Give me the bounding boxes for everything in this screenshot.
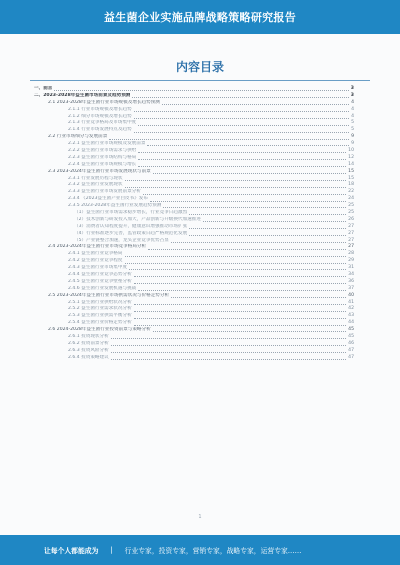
- toc-entry[interactable]: [34, 203, 354, 210]
- toc-dot-leader: [203, 221, 346, 222]
- toc-entry-text: 2.4.5 益生菌行业竞争壁垒分析: [68, 278, 132, 284]
- toc-entry-text: 2.6.1 投资现状分析: [68, 334, 109, 340]
- toc-dot-leader: [138, 159, 346, 160]
- toc-entry-text: 2.4.2 益生菌行业竞争程度: [68, 258, 123, 264]
- toc-entry[interactable]: [34, 189, 354, 196]
- toc-entry-page: 9: [351, 134, 354, 140]
- toc-dot-leader: [163, 207, 346, 208]
- toc-entry-page: 25: [348, 210, 354, 216]
- toc-entry-text: （1）益生菌行业市场需求稳步增长，行业竞争日趋激烈: [74, 210, 188, 216]
- toc-entry-page: 25: [348, 203, 354, 209]
- toc-entry-page: 26: [348, 216, 354, 222]
- toc-entry-page: 3: [350, 85, 354, 91]
- toc-dot-leader: [134, 311, 346, 312]
- toc-entry-text: 2.3.3 益生菌行业市场发展前景分析: [68, 189, 141, 195]
- toc-entry[interactable]: [34, 217, 354, 224]
- toc-entry-page: 41: [348, 299, 354, 305]
- toc-entry-page: 29: [348, 258, 354, 264]
- toc-dot-leader: [150, 201, 346, 202]
- toc-entry[interactable]: [34, 348, 354, 355]
- toc-entry-page: 27: [348, 237, 354, 243]
- toc-entry-page: 43: [348, 313, 354, 319]
- toc-entry-text: 2.1.4 行业市场发展特点及趋势: [68, 127, 132, 133]
- toc-entry[interactable]: [34, 341, 354, 348]
- toc-entry[interactable]: [34, 231, 354, 238]
- toc-entry-text: 2.6.4 投资策略建议: [68, 354, 109, 360]
- toc-entry[interactable]: [34, 127, 354, 134]
- toc-entry-page: 18: [348, 182, 354, 188]
- toc-entry-page: 45: [348, 334, 354, 340]
- toc-entry-page: 12: [348, 154, 354, 160]
- toc-entry-text: 2.1.3 行业竞争格局及市场集中度: [68, 120, 137, 126]
- toc-entry-text: 2.1 2023-2028年益生菌行业市场规模及增长趋势预测: [48, 99, 160, 105]
- toc-entry-page: 27: [348, 230, 354, 236]
- toc-entry-text: 2.1.2 细分市场规模及增长趋势: [68, 113, 132, 119]
- toc-dot-leader: [189, 228, 346, 229]
- toc-entry-page: 4: [351, 113, 354, 119]
- toc-entry-text: 2.4.1 益生菌行业竞争格局: [68, 251, 123, 257]
- toc-dot-leader: [138, 152, 346, 153]
- toc-entry[interactable]: [34, 134, 354, 141]
- toc-entry-text: （3）消费者认知程度提升，健康意识增强推动市场扩张: [74, 223, 188, 229]
- toc-dot-leader: [111, 352, 346, 353]
- toc-entry[interactable]: [34, 182, 354, 189]
- toc-dot-leader: [125, 263, 347, 264]
- toc-entry[interactable]: [34, 307, 354, 314]
- toc-entry[interactable]: [34, 286, 354, 293]
- toc-entry-text: 2.3.4 《2023益生菌产业白皮书》发布: [68, 196, 148, 202]
- toc-dot-leader: [129, 269, 346, 270]
- toc-entry-text: 2.4 2023-2024年益生菌行业市场竞争格局分析: [48, 244, 147, 250]
- toc-entry[interactable]: [34, 100, 354, 107]
- toc-dot-leader: [171, 297, 346, 298]
- toc-entry[interactable]: [34, 300, 354, 307]
- toc-dot-leader: [189, 214, 346, 215]
- toc-dot-leader: [143, 194, 346, 195]
- toc-entry-page: 40: [348, 292, 354, 298]
- heading-divider: [30, 80, 370, 81]
- toc-entry[interactable]: [34, 293, 354, 300]
- footer-slogan: 让每个人都能成为: [44, 547, 99, 555]
- toc-entry[interactable]: [34, 93, 354, 100]
- toc-entry[interactable]: [34, 265, 354, 272]
- toc-dot-leader: [189, 235, 346, 236]
- toc-entry-page: 22: [348, 189, 354, 195]
- toc-heading: 内容目录: [175, 60, 224, 74]
- toc-entry[interactable]: [34, 176, 354, 183]
- toc-entry[interactable]: [34, 244, 354, 251]
- report-header-bar: [0, 0, 400, 34]
- toc-dot-leader: [134, 304, 346, 305]
- toc-entry-page: 4: [351, 106, 354, 112]
- toc-entry[interactable]: [34, 224, 354, 231]
- toc-entry-page: 27: [348, 244, 354, 250]
- toc-dot-leader: [134, 132, 349, 133]
- toc-entry-text: 2.4.4 益生菌行业竞争态势分析: [68, 272, 132, 278]
- toc-entry[interactable]: [34, 148, 354, 155]
- toc-entry-page: 44: [348, 320, 354, 326]
- toc-entry[interactable]: [34, 279, 354, 286]
- toc-entry-text: 2.1.1 行业市场规模及增长趋势: [68, 106, 132, 112]
- toc-dot-leader: [134, 283, 346, 284]
- toc-dot-leader: [54, 90, 348, 91]
- toc-dot-leader: [171, 242, 346, 243]
- toc-entry-text: 2.4.6 益生菌行业发展机遇与挑战: [68, 285, 137, 291]
- toc-entry-page: 27: [348, 223, 354, 229]
- toc-dot-leader: [147, 145, 349, 146]
- toc-entry-page: 9: [351, 141, 354, 147]
- toc-dot-leader: [111, 359, 346, 360]
- toc-entry-text: （4）行业标准逐步完善，监管政策日趋严格规范化发展: [74, 230, 188, 236]
- toc-entry[interactable]: [34, 120, 354, 127]
- toc-dot-leader: [134, 276, 346, 277]
- toc-entry-text: 2.2.3 益生菌行业市场结构与格局: [68, 154, 137, 160]
- toc-entry-text: 2.4.3 益生菌行业市场集中度: [68, 265, 128, 271]
- toc-entry[interactable]: [34, 355, 354, 362]
- toc-entry[interactable]: [34, 313, 354, 320]
- footer-bar: [0, 535, 400, 565]
- toc-entry-page: 4: [351, 99, 354, 105]
- toc-entry-text: 2.3.2 益生菌行业发展现状: [68, 182, 123, 188]
- toc-entry-text: 一、前言: [34, 85, 53, 91]
- toc-entry-page: 37: [348, 285, 354, 291]
- toc-dot-leader: [162, 104, 349, 105]
- toc-dot-leader: [134, 325, 346, 326]
- toc-entry-page: 47: [348, 347, 354, 353]
- toc-dot-leader: [125, 187, 347, 188]
- toc-entry[interactable]: [34, 107, 354, 114]
- toc-entry-page: 28: [348, 251, 354, 257]
- toc-entry-page: 42: [348, 306, 354, 312]
- toc-entry-text: 2.2.2 益生菌行业市场需求与供给: [68, 148, 137, 153]
- toc-entry[interactable]: [34, 86, 354, 93]
- report-title: 益生菌企业实施品牌战略策略研究报告: [103, 11, 297, 24]
- toc-dot-leader: [134, 118, 349, 119]
- toc-dot-leader: [148, 249, 346, 250]
- toc-entry[interactable]: [34, 238, 354, 245]
- toc-dot-leader: [138, 125, 349, 126]
- toc-entry-text: 2.5.3 益生菌行业供需平衡分析: [68, 313, 132, 319]
- toc-entry-text: 2.6 2024-2028年益生菌行业投资前景与策略分析: [48, 327, 151, 333]
- toc-entry-text: 2.5 2023-2024年益生菌行业市场供需状况与价格走势分析: [48, 292, 170, 298]
- toc-entry-page: 46: [348, 340, 354, 346]
- toc-entry-text: 2.2 行业市场细分与发展前景: [48, 134, 108, 140]
- toc-entry-text: 2.6.3 投资风险分析: [68, 347, 109, 353]
- toc-entry-text: 2.6.2 投资前景分析: [68, 340, 109, 346]
- toc-entry-text: 二、2023-2028年益生菌市场前景及趋势预测: [34, 92, 131, 98]
- toc-entry-text: 2.2.1 益生菌行业市场规模及发展前景: [68, 141, 146, 147]
- toc-entry[interactable]: [34, 114, 354, 121]
- toc-dot-leader: [138, 166, 346, 167]
- toc-entry-page: 31: [348, 265, 354, 271]
- toc-entry-text: 2.5.2 益生菌行业需求状况分析: [68, 306, 132, 312]
- toc-entry-text: 2.3.5 2023-2028年益生菌行业发展趋势预测: [68, 203, 162, 209]
- toc-entry-text: 2.2.4 益生菌行业市场规模与增长: [68, 161, 137, 167]
- toc-entry-page: 5: [351, 127, 354, 133]
- toc-entry[interactable]: [34, 155, 354, 162]
- toc-dot-leader: [134, 318, 346, 319]
- toc-entry-page: 47: [348, 354, 354, 360]
- toc-entry[interactable]: [34, 141, 354, 148]
- page-number: 1: [198, 514, 202, 520]
- toc-entry-text: （2）技术创新与研发投入加大，产品创新与升级换代加速推进: [74, 216, 201, 222]
- toc-entry-page: 5: [351, 120, 354, 126]
- toc-entry[interactable]: [34, 251, 354, 258]
- toc-dot-leader: [153, 173, 346, 174]
- toc-entry-text: （5）产业链整合加速，龙头企业竞争优势凸显: [74, 237, 169, 243]
- toc-entry-page: 10: [348, 148, 354, 153]
- toc-entry-page: 34: [348, 272, 354, 278]
- toc-dot-leader: [111, 345, 346, 346]
- toc-entry[interactable]: [34, 196, 354, 203]
- toc-entry[interactable]: [34, 258, 354, 265]
- toc-entry-page: 24: [348, 196, 354, 202]
- toc-dot-leader: [125, 256, 347, 257]
- toc-entry-page: 15: [348, 168, 354, 174]
- toc-dot-leader: [111, 338, 346, 339]
- toc-entry-page: 3: [350, 92, 354, 98]
- footer-divider: |: [110, 546, 113, 554]
- toc-dot-leader: [109, 139, 349, 140]
- toc-entry-page: 14: [348, 161, 354, 167]
- toc-dot-leader: [125, 180, 347, 181]
- toc-entry-text: 2.3.1 行业发展历程与现状: [68, 175, 123, 181]
- toc-dot-leader: [132, 97, 348, 98]
- toc-entry-page: 45: [348, 327, 354, 333]
- toc-entry-text: 2.5.1 益生菌行业供给状况分析: [68, 299, 132, 305]
- toc-entry-text: 2.3 2023-2024年益生菌行业市场发展现状与前景: [48, 168, 151, 174]
- toc-entry[interactable]: [34, 327, 354, 334]
- toc-dot-leader: [153, 331, 346, 332]
- toc-entry[interactable]: [34, 272, 354, 279]
- toc-entry-text: 2.5.4 益生菌行业价格走势分析: [68, 320, 132, 326]
- footer-tagline: 行业专家，投资专家，营销专家，战略专家，运营专家……: [124, 547, 302, 555]
- toc-entry-page: 36: [348, 278, 354, 284]
- toc-entry[interactable]: [34, 334, 354, 341]
- toc-entry-page: 15: [348, 175, 354, 181]
- table-of-contents: [34, 86, 354, 362]
- toc-entry[interactable]: [34, 169, 354, 176]
- toc-entry[interactable]: [34, 162, 354, 169]
- toc-entry[interactable]: [34, 210, 354, 217]
- toc-dot-leader: [134, 111, 349, 112]
- toc-entry[interactable]: [34, 320, 354, 327]
- toc-dot-leader: [138, 290, 346, 291]
